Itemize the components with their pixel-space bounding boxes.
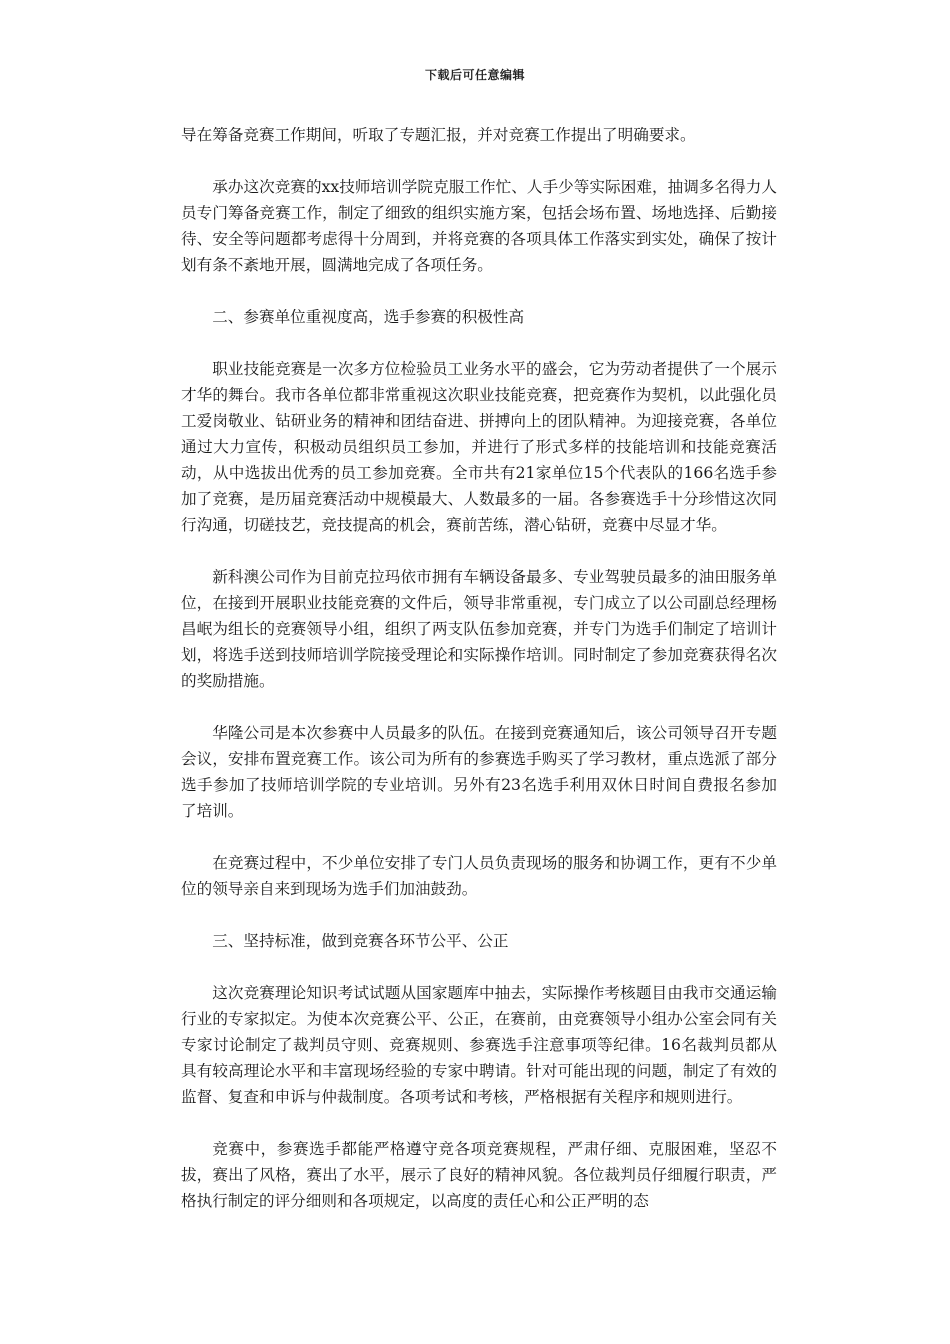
paragraph: 华隆公司是本次参赛中人员最多的队伍。在接到竞赛通知后，该公司领导召开专题会议，安排布置竞赛工作。该公司为所有的参赛选手购买了学习教材，重点选派了部分选手参加了技师培训学院的专业培训。另外有23名选手利用双休日时间自费报名参加了培训。 <box>181 724 777 820</box>
page-header: 下载后可任意编辑 <box>424 68 525 82</box>
paragraph: 这次竞赛理论知识考试试题从国家题库中抽去，实际操作考核题目由我市交通运输行业的专家拟定。为使本次竞赛公平、公正，在赛前，由竞赛领导小组办公室会同有关专家讨论制定了裁判员守则、竞赛规则、参赛选手注意事项等纪律。16名裁判员都从具有较高理论水平和丰富现场经验的专家中聘请。针对可能出现的问题，制定了有效的监督、复查和申诉与仲裁制度。各项考试和考核，严格根据有关程序和规则进行。 <box>181 984 777 1106</box>
paragraph: 承办这次竞赛的xx技师培训学院克服工作忙、人手少等实际困难，抽调多名得力人员专门筹备竞赛工作，制定了细致的组织实施方案，包括会场布置、场地选择、后勤接待、安全等问题都考虑得十分周到，并将竞赛的各项具体工作落实到实处，确保了按计划有条不紊地开展，圆满地完成了各项任务。 <box>181 178 777 274</box>
section-heading-2: 二、参赛单位重视度高，选手参赛的积极性高 <box>212 308 525 326</box>
section-heading-3: 三、坚持标准，做到竞赛各环节公平、公正 <box>212 932 509 950</box>
paragraph-continuation: 导在筹备竞赛工作期间，听取了专题汇报，并对竞赛工作提出了明确要求。 <box>181 126 696 144</box>
paragraph: 职业技能竞赛是一次多方位检验员工业务水平的盛会，它为劳动者提供了一个展示才华的舞台。我市各单位都非常重视这次职业技能竞赛，把竞赛作为契机，以此强化员工爱岗敬业、钻研业务的精神和团结奋进、拼搏向上的团队精神。为迎接竞赛，各单位通过大力宣传，积极动员组织员工参加，并进行了形式多样的技能培训和技能竞赛活动，从中选拔出优秀的员工参加竞赛。全市共有21家单位15个代表队的166名选手参加了竞赛，是历届竞赛活动中规模最大、人数最多的一届。各参赛选手十分珍惜这次同行沟通，切磋技艺，竞技提高的机会，赛前苦练，潜心钻研，竞赛中尽显才华。 <box>181 360 777 534</box>
paragraph: 在竞赛过程中，不少单位安排了专门人员负责现场的服务和协调工作，更有不少单位的领导亲自来到现场为选手们加油鼓劲。 <box>181 854 777 898</box>
document-body <box>181 122 777 1240</box>
paragraph: 新科澳公司作为目前克拉玛依市拥有车辆设备最多、专业驾驶员最多的油田服务单位，在接到开展职业技能竞赛的文件后，领导非常重视，专门成立了以公司副总经理杨昌岷为组长的竞赛领导小组，组织了两支队伍参加竞赛，并专门为选手们制定了培训计划，将选手送到技师培训学院接受理论和实际操作培训。同时制定了参加竞赛获得名次的奖励措施。 <box>181 568 777 690</box>
paragraph: 竞赛中，参赛选手都能严格遵守竞各项竞赛规程，严肃仔细、克服困难，坚忍不拔，赛出了风格，赛出了水平，展示了良好的精神风貌。各位裁判员仔细履行职责，严格执行制定的评分细则和各项规定，以高度的责任心和公正严明的态 <box>181 1140 777 1210</box>
